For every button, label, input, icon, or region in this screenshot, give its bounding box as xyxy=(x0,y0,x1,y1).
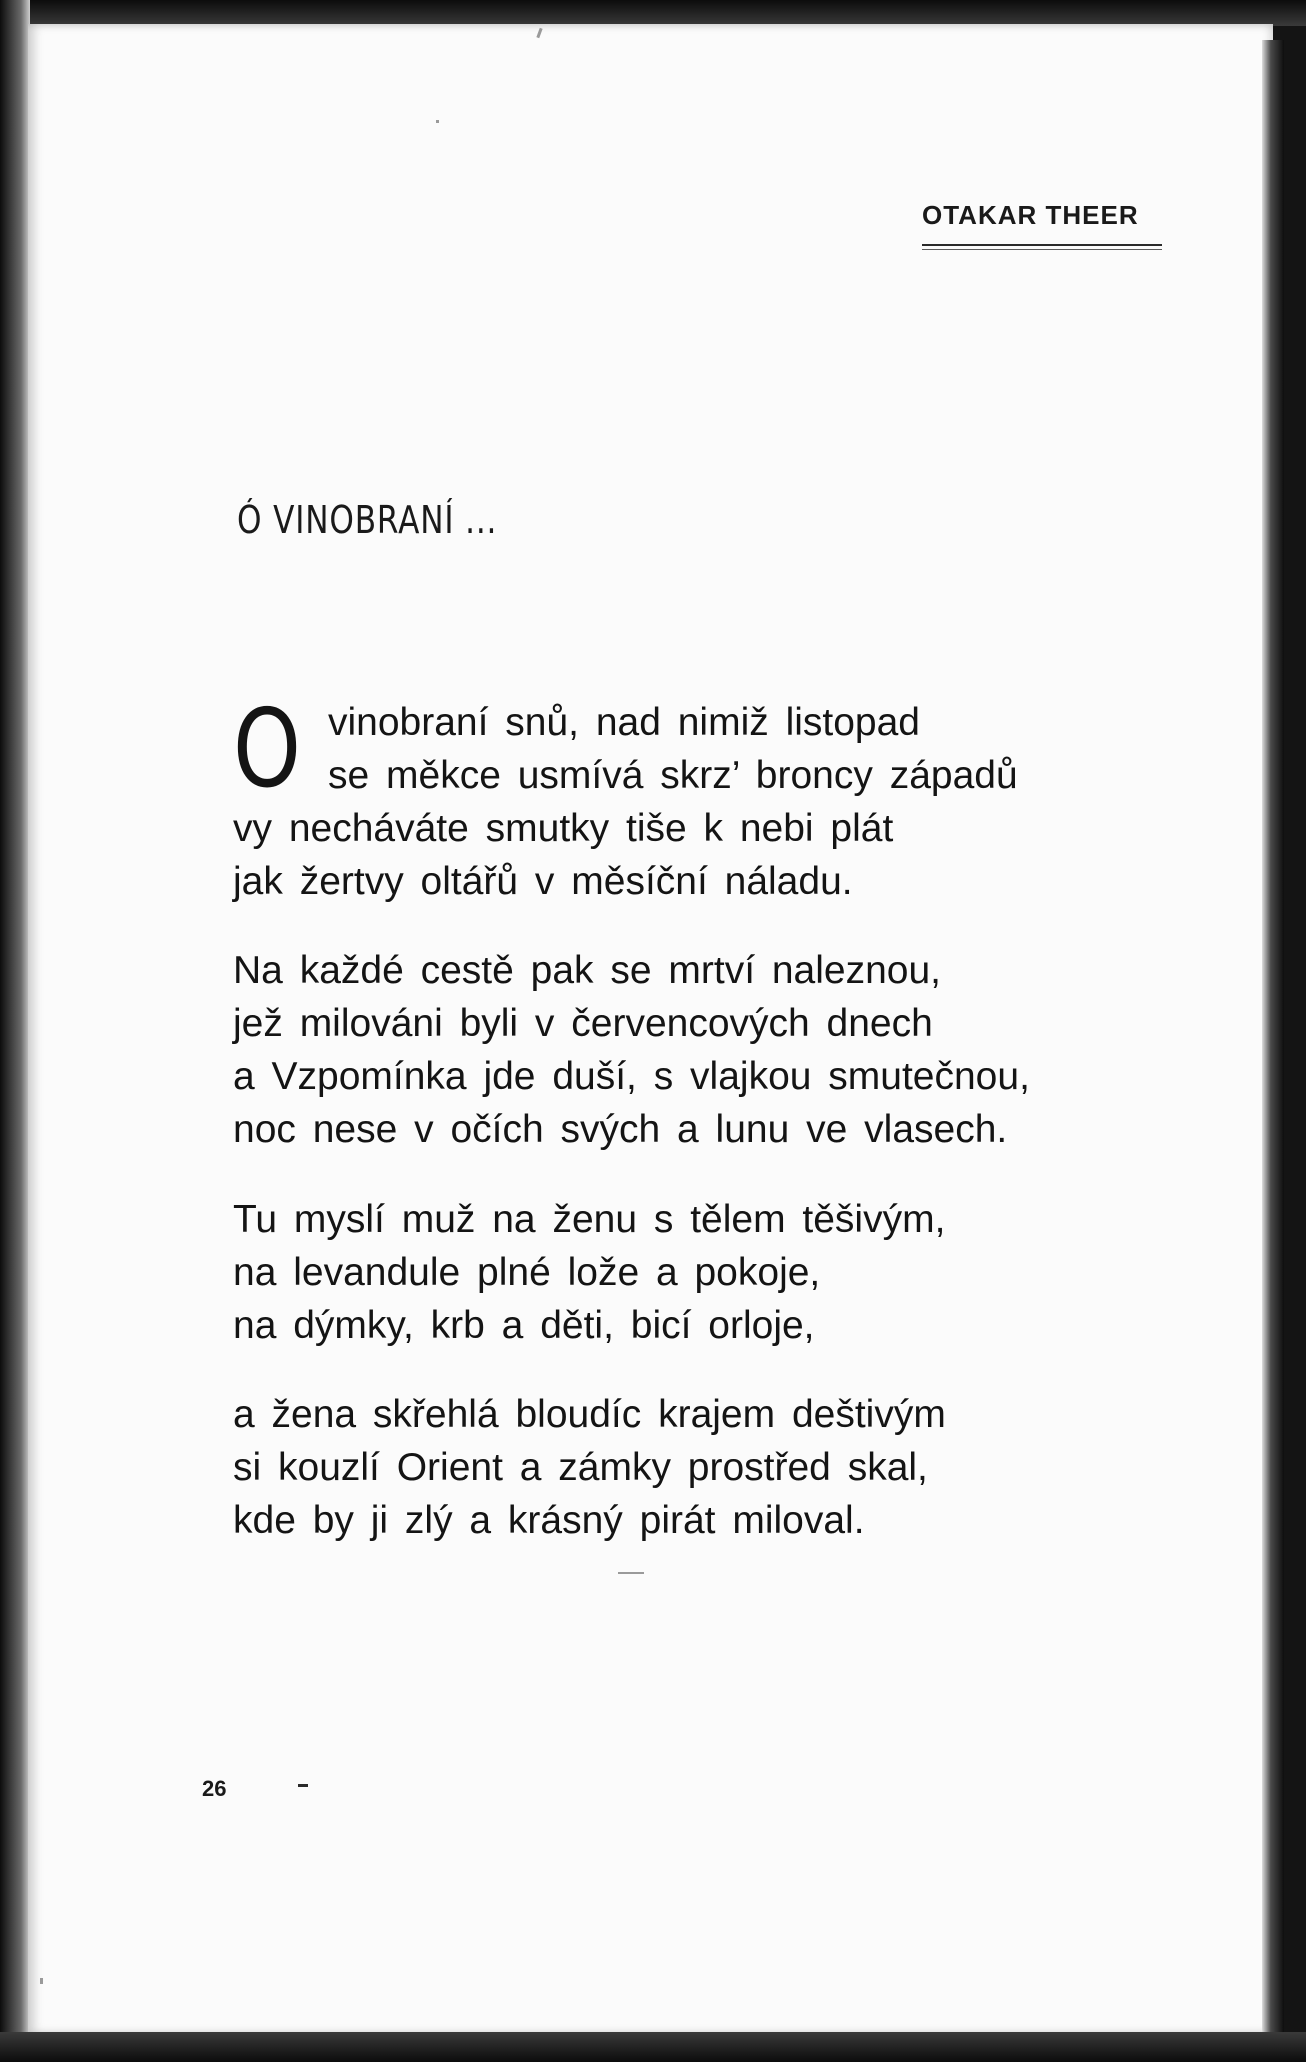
scan-top-edge xyxy=(0,0,1306,26)
poem-line: si kouzlí Orient a zámky prostřed skal, xyxy=(233,1446,928,1489)
poem-line: kde by ji zlý a krásný pirát miloval. xyxy=(233,1499,865,1542)
poem-title: Ó VINOBRANÍ ... xyxy=(237,498,498,542)
poem-line: jak žertvy oltářů v měsíční náladu. xyxy=(233,860,853,903)
running-head-rule xyxy=(922,244,1162,250)
scan-left-edge xyxy=(0,0,30,2062)
stanza-3 xyxy=(233,1193,1153,1352)
poem-line: na dýmky, krb a děti, bicí orloje, xyxy=(233,1304,815,1347)
scan-bottom-edge xyxy=(0,2032,1306,2062)
stanza-2 xyxy=(233,944,1153,1156)
drop-cap: O xyxy=(233,687,302,812)
poem-line: a žena skřehlá bloudíc krajem deštivým xyxy=(233,1393,946,1436)
poem-line: se měkce usmívá skrz’ broncy západů xyxy=(328,754,1018,797)
poem-line: Na každé cestě pak se mrtví naleznou, xyxy=(233,949,942,992)
poem-line: jež milováni byli v červencových dnech xyxy=(233,1002,933,1045)
stanza-1 xyxy=(233,687,1153,908)
page-number: 26 xyxy=(202,1776,227,1801)
poem-line: na levandule plné lože a pokoje, xyxy=(233,1251,821,1294)
poem-line: a Vzpomínka jde duší, s vlajkou smutečnou, xyxy=(233,1055,1030,1098)
stanza-4 xyxy=(233,1388,1153,1547)
running-head-author: OTAKAR THEER xyxy=(922,200,1139,230)
scan-speck xyxy=(618,1572,644,1574)
scan-speck xyxy=(436,120,439,123)
printer-mark xyxy=(298,1784,308,1787)
poem-line: vy necháváte smutky tiše k nebi plát xyxy=(233,807,894,850)
poem-line: vinobraní snů, nad nimiž listopad xyxy=(328,701,920,744)
scan-speck xyxy=(40,1978,43,1984)
poem-line: noc nese v očích svých a lunu ve vlasech. xyxy=(233,1108,1008,1151)
poem-line: Tu myslí muž na ženu s tělem těšivým, xyxy=(233,1198,946,1241)
book-spine-edge xyxy=(1262,40,1284,2040)
